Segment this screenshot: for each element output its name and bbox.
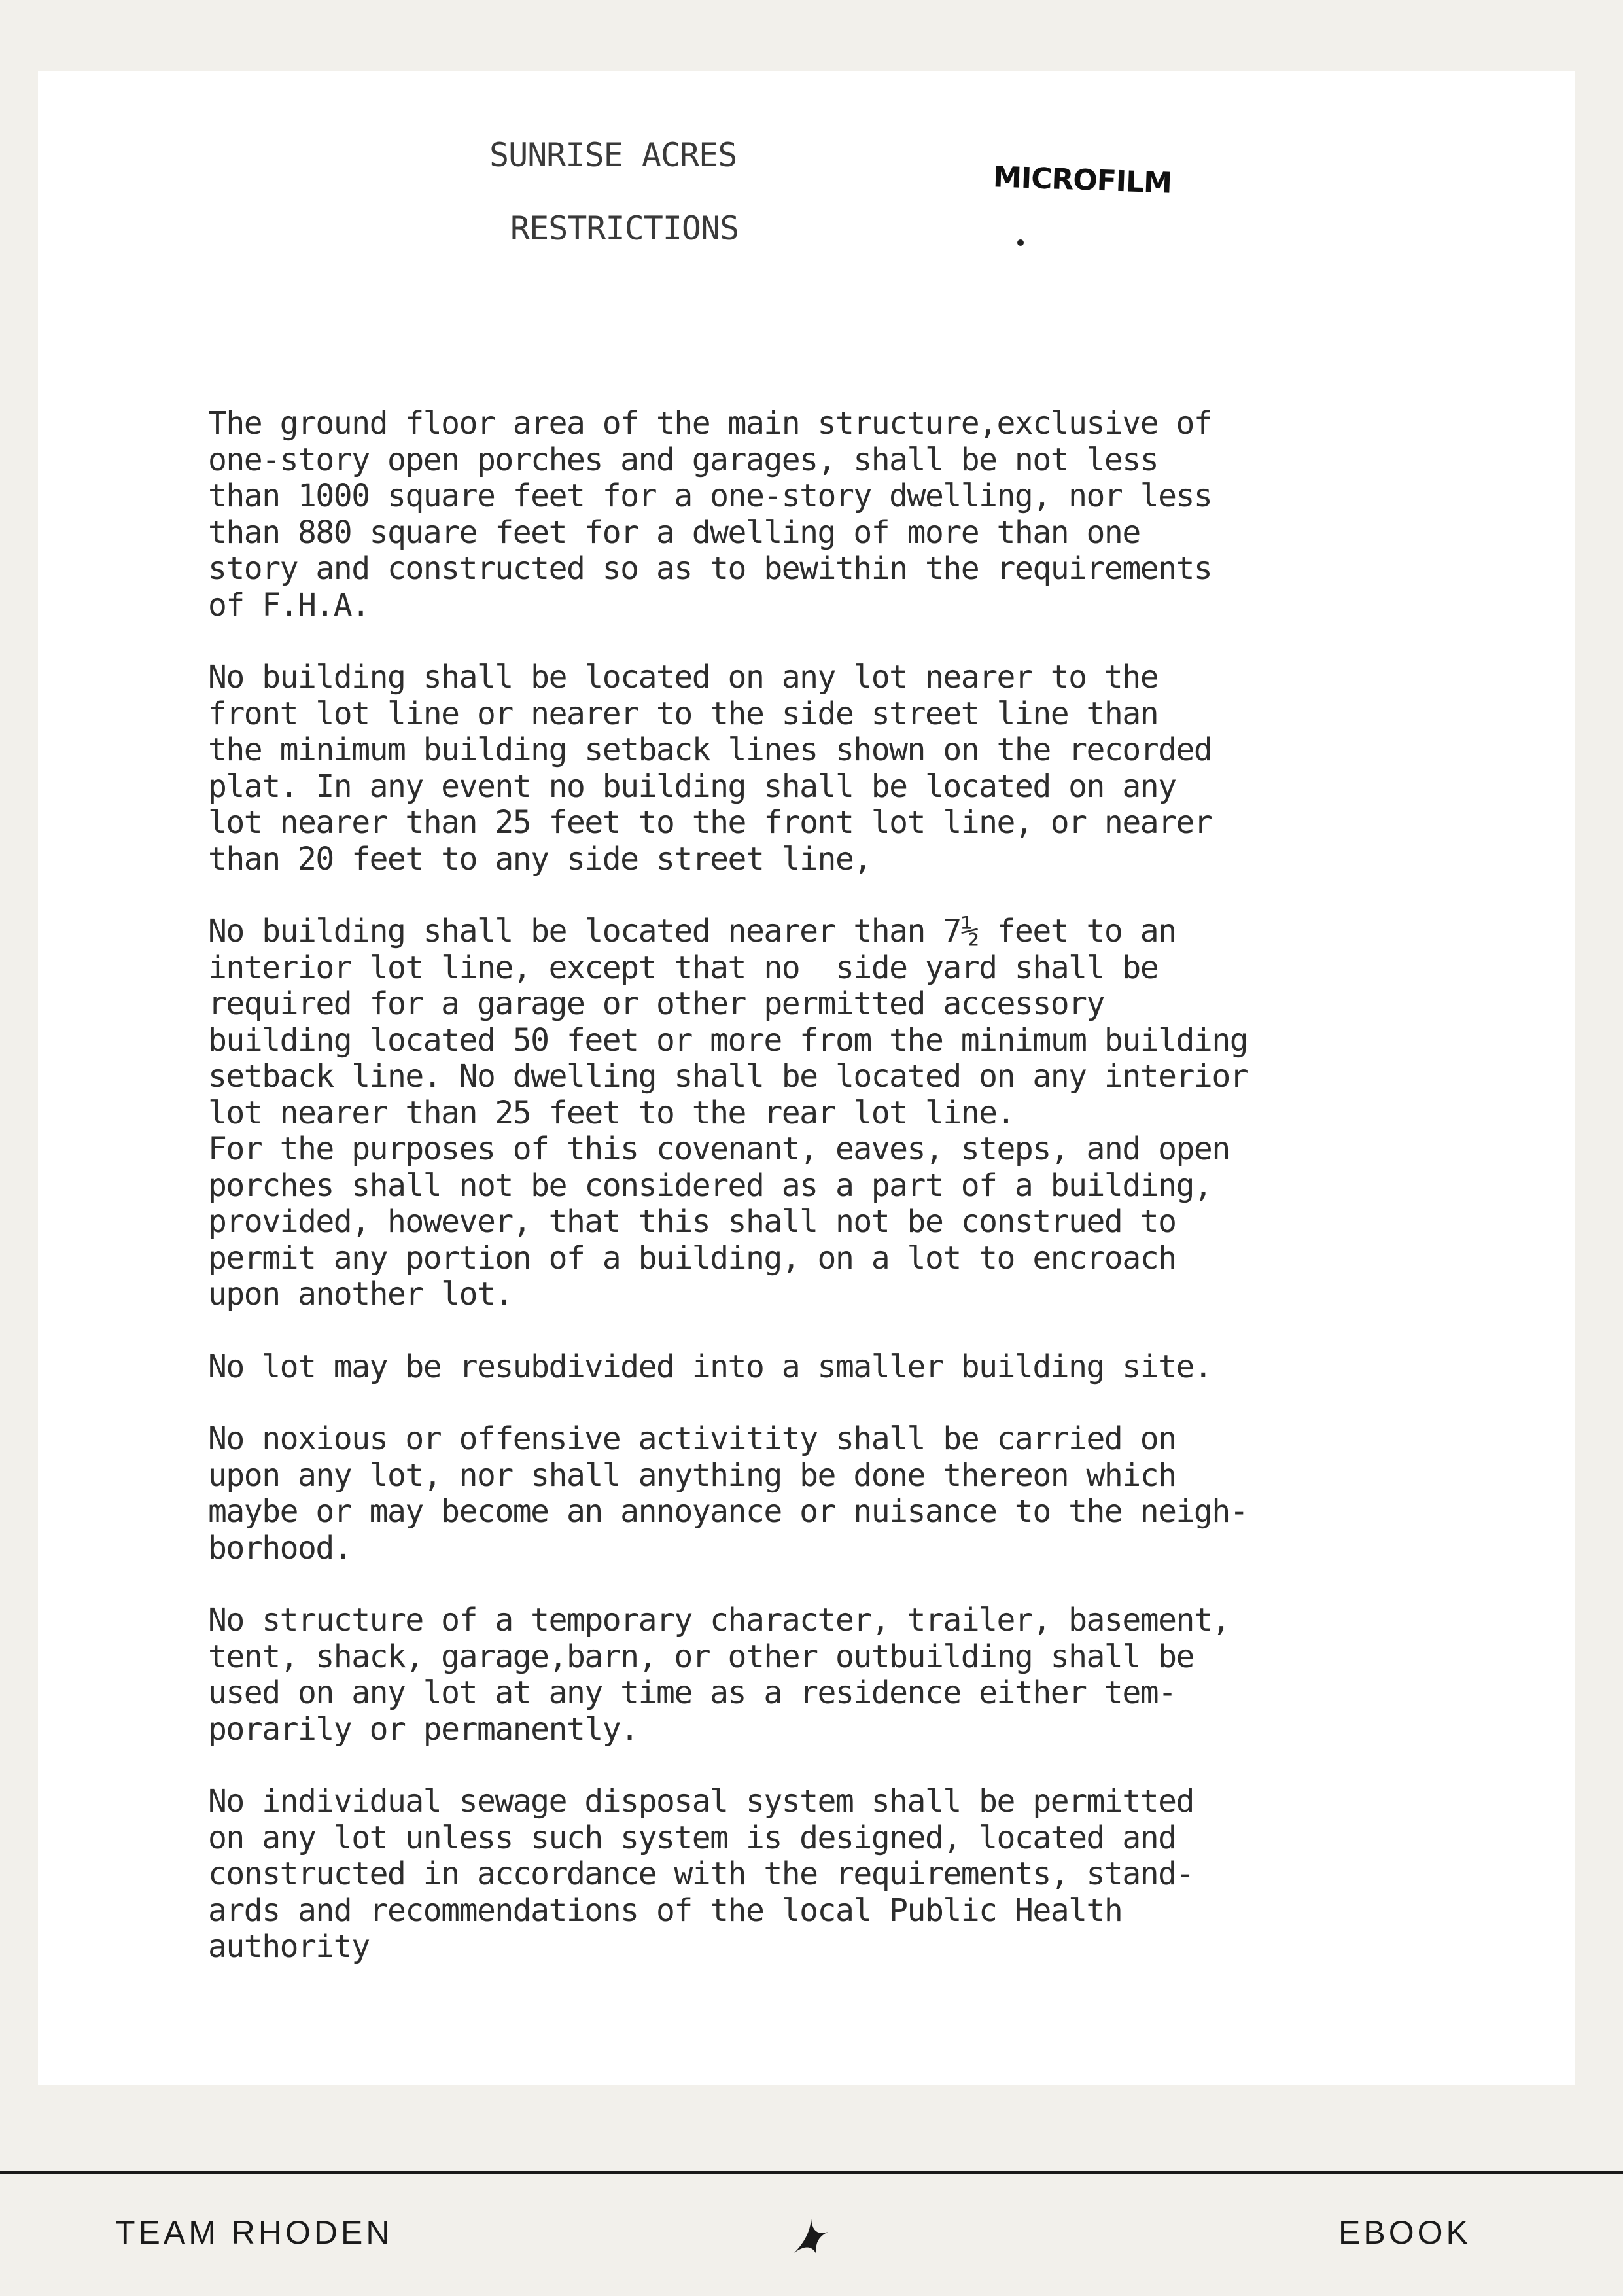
paragraph-floor-area: The ground floor area of the main structure,exclusive of one-story open porches and garages, shall be not less than 1000 square feet for a one-story dwelling, nor less than 880 square feet for a dwelling of more than one story and constructed so as to bewithin the requirements of F.H.A. [208,405,1212,624]
paragraph-side-yard: No building shall be located nearer than 7½ feet to an interior lot line, except that no side yard shall be required for a garage or other permitted accessory building located 50 feet or more from the minimum building setback line. No dwelling shall be located on any interior lot nearer than 25 feet to the rear lot line. [208,913,1248,1131]
paragraph-temporary-structures: No structure of a temporary character, trailer, basement, tent, shack, garage,barn, or other outbuilding shall be used on any lot at any time as a residence either tem- porarily or permanently. [208,1602,1230,1748]
microfilm-stamp: MICROFILM [992,160,1172,200]
paragraph-front-setback: No building shall be located on any lot nearer to the front lot line or nearer to the side street line than the minimum building setback lines shown on the recorded plat. In any event no building shall be located on any lot nearer than 25 feet to the front lot line, or nearer than 20 feet to any side street line, [208,659,1212,877]
four-point-star-icon [790,2215,832,2257]
footer-brand: TEAM RHODEN [115,2214,393,2251]
footer-label: EBOOK [1338,2214,1471,2251]
footer-divider [0,2171,1623,2174]
paragraph-resubdivision: No lot may be resubdivided into a smaller building site. [208,1348,1212,1385]
document-title: SUNRISE ACRES [489,136,737,174]
document-body [208,406,1516,2002]
document-subtitle: RESTRICTIONS [510,209,739,247]
paragraph-eaves-porches: For the purposes of this covenant, eaves, steps, and open porches shall not be considered as a part of a building, provided, however, that this shall not be construed to permit any portion of a building, on a lot to encroach upon another lot. [208,1131,1230,1313]
paragraph-sewage: No individual sewage disposal system shall be permitted on any lot unless such system is designed, located and constructed in accordance with the requirements, stand- ards and recommendations of the local Public Health authority [208,1783,1194,1965]
stamp-dot [1017,239,1024,246]
paragraph-nuisance: No noxious or offensive activitity shall be carried on upon any lot, nor shall anything be done thereon which maybe or may become an annoyance or nuisance to the neigh- borhood. [208,1421,1248,1566]
